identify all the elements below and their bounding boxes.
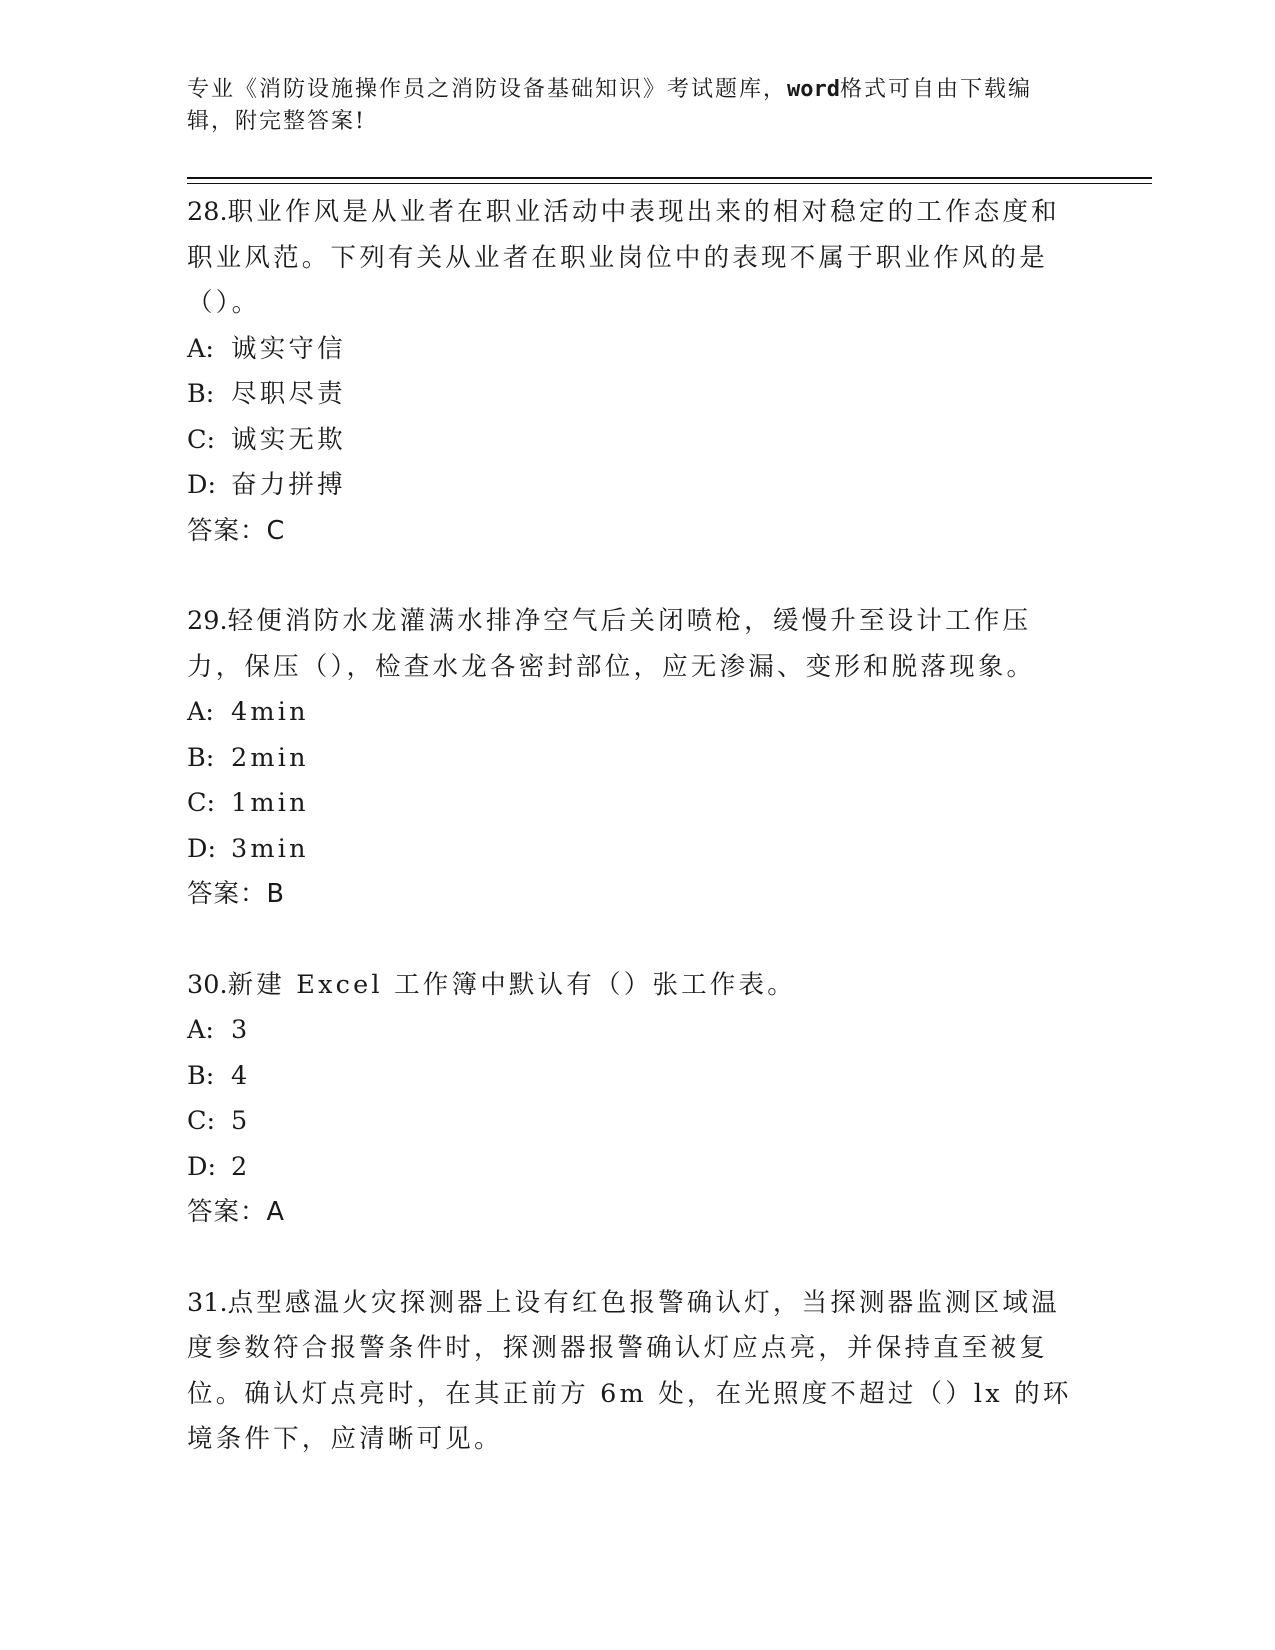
answer-line: 答案：A xyxy=(187,1197,285,1227)
option-key: B: xyxy=(187,742,215,773)
option-a xyxy=(187,1008,1077,1054)
answer-line: 答案：B xyxy=(187,879,285,909)
question-text: 点型感温火灾探测器上设有红色报警确认灯，当探测器监测区域温度参数符合报警条件时，探测器报警确认灯应点亮，并保持直至被复位。确认灯点亮时，在其正前方 6m 处，在光照度不超过（）lx 的环境条件下，应清晰可见。 xyxy=(187,1287,1072,1454)
answer-line: 答案：C xyxy=(187,515,286,546)
option-text: 诚实守信 xyxy=(231,333,346,364)
question-text: 新建 Excel 工作簿中默认有（）张工作表。 xyxy=(227,969,796,1000)
option-c xyxy=(187,1099,1077,1145)
option-a xyxy=(187,327,1077,373)
question-stem xyxy=(187,1281,1077,1463)
option-text: 2min xyxy=(231,742,309,773)
question-text: 轻便消防水龙灌满水排净空气后关闭喷枪，缓慢升至设计工作压力，保压（），检查水龙各密封部位，应无渗漏、变形和脱落现象。 xyxy=(187,606,1036,682)
option-c xyxy=(187,418,1077,464)
option-text: 4 xyxy=(231,1060,251,1091)
question-gap xyxy=(187,1236,1077,1281)
header-word-label: word xyxy=(787,77,840,102)
option-text: 1min xyxy=(231,788,309,818)
header-divider-thin xyxy=(187,183,1152,184)
option-key: D: xyxy=(187,1151,217,1182)
option-b xyxy=(187,736,1077,782)
header-text-b: 格式可自由下载编 xyxy=(840,77,1033,102)
question-28 xyxy=(187,190,1077,554)
question-number: 31. xyxy=(187,1287,228,1318)
header-line-2: 辑，附完整答案! xyxy=(187,109,366,134)
option-text: 5 xyxy=(231,1106,251,1136)
document-header xyxy=(187,74,1067,138)
question-31 xyxy=(187,1281,1077,1463)
option-d xyxy=(187,827,1077,873)
question-30 xyxy=(187,963,1077,1236)
option-b xyxy=(187,372,1077,418)
question-gap xyxy=(187,918,1077,963)
header-text-a: 专业《消防设施操作员之消防设备基础知识》考试题库， xyxy=(187,77,788,102)
option-d xyxy=(187,1145,1077,1191)
option-key: A: xyxy=(187,1015,215,1045)
option-d xyxy=(187,463,1077,509)
header-line-1 xyxy=(187,74,1067,106)
option-text: 诚实无欺 xyxy=(231,424,346,455)
question-number: 29. xyxy=(187,606,228,636)
header-divider-thick xyxy=(187,177,1152,179)
option-key: A: xyxy=(187,697,215,727)
option-key: C: xyxy=(187,788,216,818)
question-29 xyxy=(187,599,1077,918)
question-list xyxy=(187,190,1077,1463)
option-c xyxy=(187,781,1077,827)
option-b xyxy=(187,1054,1077,1100)
question-number: 30. xyxy=(187,969,228,1000)
option-key: B: xyxy=(187,379,215,409)
option-text: 3min xyxy=(231,833,309,864)
option-key: D: xyxy=(187,833,217,864)
option-text: 3 xyxy=(231,1015,251,1045)
option-text: 尽职尽责 xyxy=(231,379,346,409)
question-stem xyxy=(187,963,1077,1009)
option-text: 奋力拼搏 xyxy=(231,470,346,500)
option-key: C: xyxy=(187,424,216,455)
question-gap xyxy=(187,554,1077,599)
option-key: B: xyxy=(187,1060,215,1091)
option-key: C: xyxy=(187,1106,216,1136)
question-text: 职业作风是从业者在职业活动中表现出来的相对稳定的工作态度和职业风范。下列有关从业者在职业岗位中的表现不属于职业作风的是（）。 xyxy=(187,197,1060,318)
question-stem xyxy=(187,190,1077,327)
option-key: D: xyxy=(187,470,217,500)
option-a xyxy=(187,690,1077,736)
question-number: 28. xyxy=(187,197,228,227)
option-text: 4min xyxy=(231,697,309,727)
option-key: A: xyxy=(187,333,215,364)
question-stem xyxy=(187,599,1077,690)
option-text: 2 xyxy=(231,1151,251,1182)
